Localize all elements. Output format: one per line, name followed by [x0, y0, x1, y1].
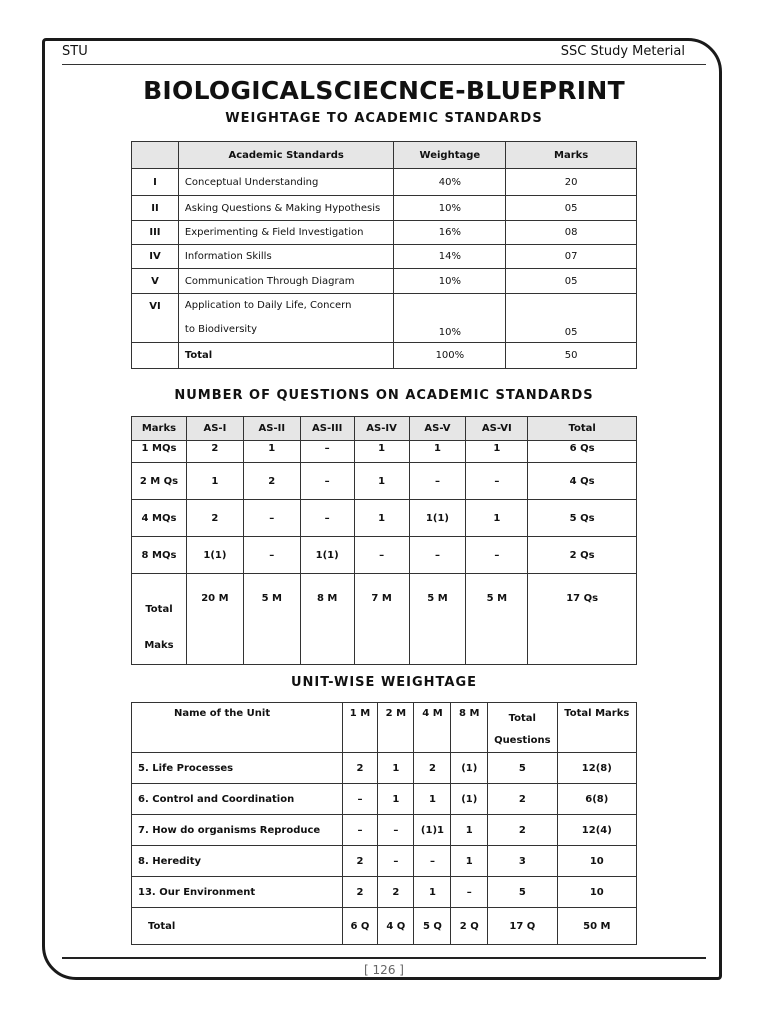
table-header: Marks	[132, 417, 187, 441]
table-cell: 4 Q	[378, 908, 414, 945]
table-cell: (1)	[451, 784, 488, 815]
table-cell: 6 Q	[342, 908, 377, 945]
table-header: Marks	[506, 142, 637, 169]
table-cell: 2 Qs	[528, 537, 637, 574]
marks: 08	[506, 221, 637, 245]
table-header: 8 M	[451, 703, 488, 753]
table-cell: –	[466, 537, 528, 574]
table-cell: 1	[414, 784, 451, 815]
total-label	[132, 574, 187, 665]
footer-rule	[62, 957, 706, 959]
table-cell: 2	[378, 877, 414, 908]
table-cell: 1	[378, 784, 414, 815]
row-number: III	[132, 221, 179, 245]
table-cell: (1)	[451, 753, 488, 784]
table-cell: 2	[342, 877, 377, 908]
header-left: STU	[62, 44, 88, 59]
table-cell: 4 MQs	[132, 500, 187, 537]
section1-title: WEIGHTAGE TO ACADEMIC STANDARDS	[225, 111, 543, 126]
table-cell: 5	[488, 753, 558, 784]
standard-name: Information Skills	[178, 245, 394, 269]
table-row	[132, 784, 637, 815]
table-cell: 12(8)	[557, 753, 636, 784]
table-cell: –	[409, 463, 466, 500]
table-cell: 8 MQs	[132, 537, 187, 574]
table-cell: 2	[186, 441, 243, 463]
table-header: Name of the Unit	[132, 703, 343, 753]
table-header: Weightage	[394, 142, 506, 169]
table-cell: 1	[409, 441, 466, 463]
marks: 20	[506, 169, 637, 196]
table-header: Total	[528, 417, 637, 441]
table-cell: 2	[342, 846, 377, 877]
table-cell: 5 M	[466, 574, 528, 665]
unit-name: Total	[132, 908, 343, 945]
table-cell: 5 Qs	[528, 500, 637, 537]
table-cell: 1(1)	[186, 537, 243, 574]
table-cell: 1	[354, 463, 409, 500]
row-number: II	[132, 196, 179, 221]
table-cell: 2	[414, 753, 451, 784]
table-cell: 2	[186, 500, 243, 537]
section3-title: UNIT-WISE WEIGHTAGE	[290, 675, 478, 690]
weightage: 16%	[394, 221, 506, 245]
table-cell: –	[378, 815, 414, 846]
table-row	[132, 500, 637, 537]
standard-name: Asking Questions & Making Hypothesis	[178, 196, 394, 221]
header-rule	[62, 64, 706, 65]
table-cell: 2	[488, 784, 558, 815]
table-header: 4 M	[414, 703, 451, 753]
table-cell: 2	[488, 815, 558, 846]
standard-name: Experimenting & Field Investigation	[178, 221, 394, 245]
table-row	[132, 846, 637, 877]
weightage: 10%	[394, 269, 506, 294]
table-cell: 1(1)	[409, 500, 466, 537]
table-cell: 6(8)	[557, 784, 636, 815]
unit-weightage-table	[131, 702, 637, 945]
table-row	[132, 196, 637, 221]
marks: 05	[506, 269, 637, 294]
table-cell: –	[378, 846, 414, 877]
table-cell: 1 MQs	[132, 441, 187, 463]
page-number: [ 126 ]	[364, 963, 404, 977]
table-row	[132, 294, 637, 343]
marks: 07	[506, 245, 637, 269]
table-row	[132, 441, 637, 463]
table-cell: 1	[354, 500, 409, 537]
page-title: BIOLOGICALSCIECNCE-BLUEPRINT	[143, 76, 625, 105]
table-header: AS-V	[409, 417, 466, 441]
table-cell: 20 M	[186, 574, 243, 665]
unit-name: 7. How do organisms Reproduce	[132, 815, 343, 846]
table-header	[488, 703, 558, 753]
table-cell: –	[342, 784, 377, 815]
table-cell: 2 M Qs	[132, 463, 187, 500]
standard-name	[178, 294, 394, 343]
table-row	[132, 343, 637, 369]
table-header: AS-I	[186, 417, 243, 441]
table-row	[132, 877, 637, 908]
table-row	[132, 269, 637, 294]
total-weightage: 100%	[394, 343, 506, 369]
table-header: AS-VI	[466, 417, 528, 441]
table-cell: 50 M	[557, 908, 636, 945]
total-marks: 50	[506, 343, 637, 369]
table-header: 2 M	[378, 703, 414, 753]
section2-title: NUMBER OF QUESTIONS ON ACADEMIC STANDARDS	[174, 388, 594, 403]
table-cell: –	[300, 500, 354, 537]
row-number: I	[132, 169, 179, 196]
table-cell: 5 M	[409, 574, 466, 665]
table-cell: 5 M	[243, 574, 300, 665]
empty-cell	[132, 343, 179, 369]
table-header: AS-III	[300, 417, 354, 441]
table-cell: 5 Q	[414, 908, 451, 945]
marks: 05	[506, 196, 637, 221]
total-label: Total	[178, 343, 394, 369]
table-row	[132, 908, 637, 945]
table-cell: –	[451, 877, 488, 908]
table-header: Academic Standards	[178, 142, 394, 169]
table-cell: 1	[243, 441, 300, 463]
table-cell: (1)1	[414, 815, 451, 846]
table-cell: 2 Q	[451, 908, 488, 945]
table-row	[132, 221, 637, 245]
header-line: Total	[508, 713, 536, 724]
table-cell: 1	[378, 753, 414, 784]
table-row	[132, 753, 637, 784]
standard-name: Conceptual Understanding	[178, 169, 394, 196]
table-header: AS-II	[243, 417, 300, 441]
table-cell: –	[409, 537, 466, 574]
table-row	[132, 245, 637, 269]
table-cell: –	[300, 463, 354, 500]
table-cell: –	[466, 463, 528, 500]
table-cell: 1(1)	[300, 537, 354, 574]
weightage: 40%	[394, 169, 506, 196]
weightage: 10%	[394, 196, 506, 221]
total-label-line: Maks	[144, 640, 174, 651]
table-cell: 2	[342, 753, 377, 784]
table-cell: 1	[466, 500, 528, 537]
table-cell: 6 Qs	[528, 441, 637, 463]
table-header: AS-IV	[354, 417, 409, 441]
table-cell: 3	[488, 846, 558, 877]
table-cell: –	[354, 537, 409, 574]
table-header	[132, 142, 179, 169]
total-label-line: Total	[145, 604, 173, 615]
unit-name: 13. Our Environment	[132, 877, 343, 908]
weightage: 14%	[394, 245, 506, 269]
table-cell: 8 M	[300, 574, 354, 665]
table-row	[132, 574, 637, 665]
table-cell: 4 Qs	[528, 463, 637, 500]
table-row	[132, 815, 637, 846]
table-cell: 1	[186, 463, 243, 500]
unit-name: 5. Life Processes	[132, 753, 343, 784]
questions-table	[131, 416, 637, 665]
table-cell: 17 Q	[488, 908, 558, 945]
standard-name-line: Application to Daily Life, Concern	[184, 300, 352, 311]
row-number: VI	[132, 294, 179, 343]
weightage: 10%	[394, 294, 506, 343]
table-cell: 10	[557, 846, 636, 877]
row-number: V	[132, 269, 179, 294]
table-cell: –	[243, 537, 300, 574]
table-cell: 1	[466, 441, 528, 463]
table-cell: 1	[414, 877, 451, 908]
table-cell: 7 M	[354, 574, 409, 665]
table-cell: 1	[451, 846, 488, 877]
academic-standards-table	[131, 141, 637, 369]
table-cell: –	[342, 815, 377, 846]
header-line: Questions	[494, 735, 551, 746]
table-cell: 1	[451, 815, 488, 846]
table-cell: 1	[354, 441, 409, 463]
table-header: 1 M	[342, 703, 377, 753]
table-cell: –	[243, 500, 300, 537]
table-cell: 12(4)	[557, 815, 636, 846]
table-cell: 2	[243, 463, 300, 500]
table-cell: –	[414, 846, 451, 877]
table-row	[132, 169, 637, 196]
table-row	[132, 537, 637, 574]
table-cell: –	[300, 441, 354, 463]
table-cell: 10	[557, 877, 636, 908]
standard-name-line: to Biodiversity	[184, 324, 258, 335]
table-cell: 17 Qs	[528, 574, 637, 665]
table-row	[132, 463, 637, 500]
unit-name: 8. Heredity	[132, 846, 343, 877]
unit-name: 6. Control and Coordination	[132, 784, 343, 815]
standard-name: Communication Through Diagram	[178, 269, 394, 294]
table-cell: 5	[488, 877, 558, 908]
marks: 05	[506, 294, 637, 343]
row-number: IV	[132, 245, 179, 269]
table-header: Total Marks	[557, 703, 636, 753]
header-right: SSC Study Meterial	[560, 44, 685, 59]
